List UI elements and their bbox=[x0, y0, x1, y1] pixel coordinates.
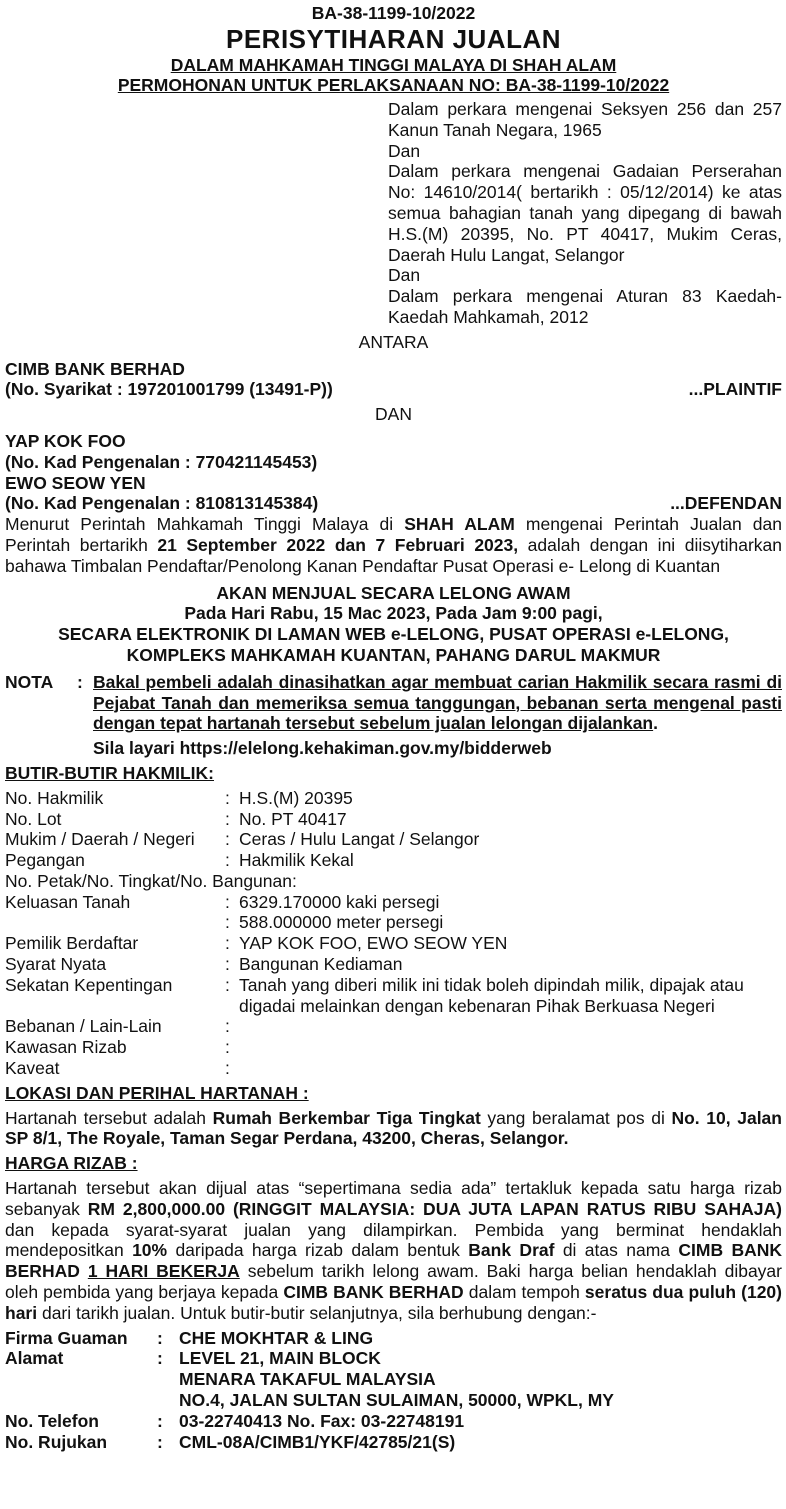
firm-detail-row bbox=[5, 1411, 782, 1432]
title-detail-row bbox=[5, 975, 782, 1017]
title-detail-row bbox=[5, 954, 782, 975]
title-details-table bbox=[5, 788, 782, 871]
title-detail-label: Kawasan Rizab bbox=[5, 1037, 127, 1058]
title-detail-label: No. Lot bbox=[5, 808, 62, 829]
title-detail-value bbox=[239, 1058, 782, 1079]
petak-label: No. Petak/No. Tingkat/No. Bangunan: bbox=[5, 870, 297, 891]
reserve-paragraph bbox=[5, 1178, 782, 1324]
firm-detail-label: No. Telefon bbox=[5, 1410, 99, 1431]
title-details-heading: BUTIR-BUTIR HAKMILIK: bbox=[5, 762, 214, 783]
reserve-price: RM 2,800,000.00 (RINGGIT MALAYSIA: DUA JUTA LAPAN RATUS RIBU SAHAJA) bbox=[87, 1198, 782, 1219]
matter-paragraph-3: Dalam perkara mengenai Aturan 83 Kaedah-Kaedah Mahkamah, 2012 bbox=[388, 286, 782, 327]
defendant-row bbox=[5, 493, 782, 514]
title-detail-colon: : bbox=[225, 1037, 230, 1058]
defendant-2-id: (No. Kad Pengenalan : 810813145384) bbox=[5, 493, 319, 514]
reserve-heading: HARGA RIZAB : bbox=[5, 1153, 138, 1174]
title-detail-label: Keluasan Tanah bbox=[5, 891, 131, 912]
title-detail-label: Bebanan / Lain-Lain bbox=[5, 1016, 162, 1037]
title-detail-label: Kaveat bbox=[5, 1058, 60, 1079]
balance-payee: CIMB BANK BERHAD bbox=[283, 1282, 464, 1303]
antara-label: ANTARA bbox=[358, 331, 429, 352]
nota-text: Bakal pembeli adalah dinasihatkan agar membuat carian Hakmilik secara rasmi di Pejabat Tanah dan memeriksa semua tanggungan, bebanan serta mengenal pasti dengan tepat hartanah tersebut sebelum jualan lelongan dijalankan bbox=[93, 671, 782, 734]
title-detail-label bbox=[5, 912, 225, 933]
firm-detail-label: Alamat bbox=[5, 1348, 64, 1369]
auction-line-2: Pada Hari Rabu, 15 Mac 2023, Pada Jam 9:00 pagi, bbox=[184, 603, 603, 624]
nota-body bbox=[93, 672, 782, 759]
location-text-2: yang beralamat pos di bbox=[480, 1107, 672, 1128]
firm-detail-row bbox=[5, 1390, 782, 1411]
nota-block bbox=[5, 672, 782, 759]
application-number: PERMOHONAN UNTUK PERLAKSANAAN NO: BA-38-1199-10/2022 bbox=[117, 75, 670, 95]
location-text-1: Hartanah tersebut adalah bbox=[5, 1107, 213, 1128]
nota-period: . bbox=[653, 713, 658, 734]
title-detail-label: Syarat Nyata bbox=[5, 954, 107, 975]
title-detail-value: 6329.170000 kaki persegi bbox=[239, 891, 440, 912]
firm-detail-colon: : bbox=[157, 1348, 163, 1369]
law-firm-table bbox=[5, 1328, 782, 1453]
title-detail-colon: : bbox=[225, 829, 230, 850]
reserve-text-8: dari tarikh jualan. Untuk butir-butir selanjutnya, sila berhubung dengan:- bbox=[37, 1302, 597, 1323]
title-detail-colon: : bbox=[225, 808, 230, 829]
title-detail-row bbox=[5, 1037, 782, 1058]
firm-detail-colon: : bbox=[157, 1327, 163, 1348]
matter-dan-2: Dan bbox=[388, 265, 421, 286]
defendant-1-id: (No. Kad Pengenalan : 770421145453) bbox=[5, 451, 318, 472]
defendant-1-name: YAP KOK FOO bbox=[5, 430, 126, 451]
title-detail-value: Hakmilik Kekal bbox=[239, 850, 354, 871]
location-paragraph bbox=[5, 1108, 782, 1150]
title-detail-row bbox=[5, 892, 782, 913]
title-detail-value: Bangunan Kediaman bbox=[239, 954, 403, 975]
plaintiff-role: ...PLAINTIF bbox=[688, 379, 782, 400]
title-detail-row bbox=[5, 788, 782, 809]
defendant-role: ...DEFENDAN bbox=[670, 493, 782, 514]
title-detail-row bbox=[5, 850, 782, 871]
court-name: DALAM MAHKAMAH TINGGI MALAYA DI SHAH ALAM bbox=[170, 55, 617, 75]
reference-number: BA-38-1199-10/2022 bbox=[311, 3, 476, 23]
nota-label: NOTA bbox=[5, 671, 54, 692]
title-detail-colon: : bbox=[225, 954, 230, 975]
matter-paragraph-2: Dalam perkara mengenai Gadaian Perserahan No: 14610/2014( bertarikh : 05/12/2014) ke atas semua bahagian tanah yang dipegang di bawah H.S.(M) 20395, No. PT 40417, Mukim Ceras, Daerah Hulu Langat, Selangor bbox=[388, 161, 782, 265]
firm-detail-row bbox=[5, 1328, 782, 1349]
firm-detail-row bbox=[5, 1369, 782, 1390]
title-detail-colon: : bbox=[225, 850, 230, 871]
document-title: PERISYTIHARAN JUALAN bbox=[225, 24, 562, 54]
auction-line-3: SECARA ELEKTRONIK DI LAMAN WEB e-LELONG, PUSAT OPERASI e-LELONG, bbox=[58, 624, 729, 645]
plaintiff-registration: (No. Syarikat : 197201001799 (13491-P)) bbox=[5, 379, 333, 400]
title-detail-value bbox=[239, 1016, 782, 1037]
firm-detail-colon bbox=[157, 1369, 179, 1390]
firm-detail-row bbox=[5, 1432, 782, 1453]
firm-detail-value: NO.4, JALAN SULTAN SULAIMAN, 50000, WPKL, MY bbox=[179, 1390, 614, 1411]
title-detail-value bbox=[239, 1037, 782, 1058]
title-detail-row bbox=[5, 1058, 782, 1079]
intro-paragraph bbox=[5, 514, 782, 576]
title-detail-colon: : bbox=[225, 891, 230, 912]
matter-block bbox=[388, 99, 782, 328]
bank-draft: Bank Draf bbox=[468, 1240, 555, 1261]
auction-block bbox=[5, 583, 782, 666]
nota-colon: : bbox=[77, 671, 83, 692]
plaintiff-name: CIMB BANK BERHAD bbox=[5, 358, 185, 379]
title-detail-colon: : bbox=[225, 912, 230, 933]
intro-order-dates: 21 September 2022 dan 7 Februari 2023, bbox=[157, 534, 519, 555]
title-detail-label: Sekatan Kepentingan bbox=[5, 974, 173, 995]
title-detail-colon: : bbox=[225, 1058, 230, 1079]
firm-detail-colon: : bbox=[157, 1410, 163, 1431]
intro-text-2: mengenai Perintah Jualan dan Perintah bertarikh bbox=[5, 514, 782, 555]
property-type: Rumah Berkembar Tiga Tingkat bbox=[212, 1107, 481, 1128]
payment-period: seratus dua puluh (120) hari bbox=[5, 1282, 782, 1323]
dan-label: DAN bbox=[375, 404, 412, 425]
firm-detail-label bbox=[5, 1390, 157, 1411]
location-heading: LOKASI DAN PERIHAL HARTANAH : bbox=[5, 1082, 309, 1103]
title-detail-row bbox=[5, 912, 782, 933]
firm-detail-value: CML-08A/CIMB1/YKF/42785/21(S) bbox=[179, 1431, 456, 1452]
plaintiff-row bbox=[5, 379, 782, 400]
property-address: No. 10, Jalan SP 8/1, The Royale, Taman Segar Perdana, 43200, Cheras, Selangor. bbox=[5, 1107, 782, 1149]
nota-visit-link[interactable]: Sila layari https://elelong.kehakiman.gov.my/bidderweb bbox=[93, 738, 552, 759]
title-detail-label: Mukim / Daerah / Negeri bbox=[5, 829, 195, 850]
firm-detail-value: MENARA TAKAFUL MALAYSIA bbox=[179, 1369, 436, 1390]
reserve-text-2: dan kepada syarat-syarat jualan yang dilampirkan. Pembida yang berminat hendaklah mendepositkan bbox=[5, 1219, 782, 1261]
title-detail-label: Pegangan bbox=[5, 850, 85, 871]
intro-court-location: SHAH ALAM bbox=[404, 514, 515, 535]
defendant-2-name: EWO SEOW YEN bbox=[5, 472, 146, 493]
firm-detail-value: LEVEL 21, MAIN BLOCK bbox=[179, 1348, 381, 1369]
title-detail-value: YAP KOK FOO, EWO SEOW YEN bbox=[239, 933, 508, 954]
firm-detail-colon: : bbox=[157, 1431, 163, 1452]
title-detail-row bbox=[5, 809, 782, 830]
title-detail-label: No. Hakmilik bbox=[5, 787, 104, 808]
payee-bank: CIMB BANK BERHAD bbox=[5, 1240, 783, 1282]
title-detail-value: 588.000000 meter persegi bbox=[239, 912, 444, 933]
reserve-text-7: dalam tempoh bbox=[463, 1282, 585, 1303]
firm-detail-row bbox=[5, 1348, 782, 1369]
reserve-text-3: daripada harga rizab dalam bentuk bbox=[167, 1240, 469, 1261]
title-detail-row bbox=[5, 933, 782, 954]
firm-detail-value: CHE MOKHTAR & LING bbox=[179, 1327, 374, 1348]
firm-detail-colon bbox=[157, 1390, 179, 1411]
reserve-text-5 bbox=[80, 1261, 88, 1281]
title-detail-colon: : bbox=[225, 974, 230, 995]
title-detail-value: Tanah yang diberi milik ini tidak boleh dipindah milik, dipajak atau digadai melainkan dengan kebenaran Pihak Berkuasa Negeri bbox=[239, 974, 744, 1016]
title-detail-row bbox=[5, 1016, 782, 1037]
reserve-text-6: sebelum tarikh lelong awam. Baki harga belian hendaklah dibayar oleh pembida yang berjaya kepada bbox=[5, 1261, 782, 1303]
firm-detail-label bbox=[5, 1369, 157, 1390]
title-detail-colon: : bbox=[225, 787, 230, 808]
deposit-percent: 10% bbox=[132, 1240, 168, 1261]
title-detail-colon: : bbox=[225, 933, 230, 954]
working-day: 1 HARI BEKERJA bbox=[87, 1261, 240, 1282]
title-detail-value: No. PT 40417 bbox=[239, 808, 347, 829]
proclamation-of-sale-document bbox=[5, 3, 782, 1452]
title-details-table-2 bbox=[5, 892, 782, 1079]
matter-dan-1: Dan bbox=[388, 140, 421, 161]
auction-line-4: KOMPLEKS MAHKAMAH KUANTAN, PAHANG DARUL MAKMUR bbox=[126, 644, 661, 665]
firm-detail-label: Firma Guaman bbox=[5, 1327, 128, 1348]
reserve-text-4: di atas nama bbox=[554, 1240, 679, 1261]
matter-paragraph-1: Dalam perkara mengenai Seksyen 256 dan 257 Kanun Tanah Negara, 1965 bbox=[388, 99, 782, 140]
title-detail-label: Pemilik Berdaftar bbox=[5, 933, 139, 954]
firm-detail-value: 03-22740413 No. Fax: 03-22748191 bbox=[179, 1410, 465, 1431]
title-detail-value: Ceras / Hulu Langat / Selangor bbox=[239, 829, 480, 850]
title-detail-value: H.S.(M) 20395 bbox=[239, 787, 353, 808]
intro-text-1: Menurut Perintah Mahkamah Tinggi Malaya di bbox=[5, 514, 405, 535]
firm-detail-label: No. Rujukan bbox=[5, 1431, 108, 1452]
reserve-text-1: Hartanah tersebut akan dijual atas “sepertimana sedia ada” tertakluk kepada satu harga rizab sebanyak bbox=[5, 1178, 782, 1219]
auction-line-1: AKAN MENJUAL SECARA LELONG AWAM bbox=[216, 582, 571, 603]
title-detail-colon: : bbox=[225, 1016, 230, 1037]
title-detail-row bbox=[5, 829, 782, 850]
intro-text-3: adalah dengan ini diisytiharkan bahawa Timbalan Pendaftar/Penolong Kanan Pendaftar Pusat Operasi e- Lelong di Kuantan bbox=[5, 534, 782, 576]
